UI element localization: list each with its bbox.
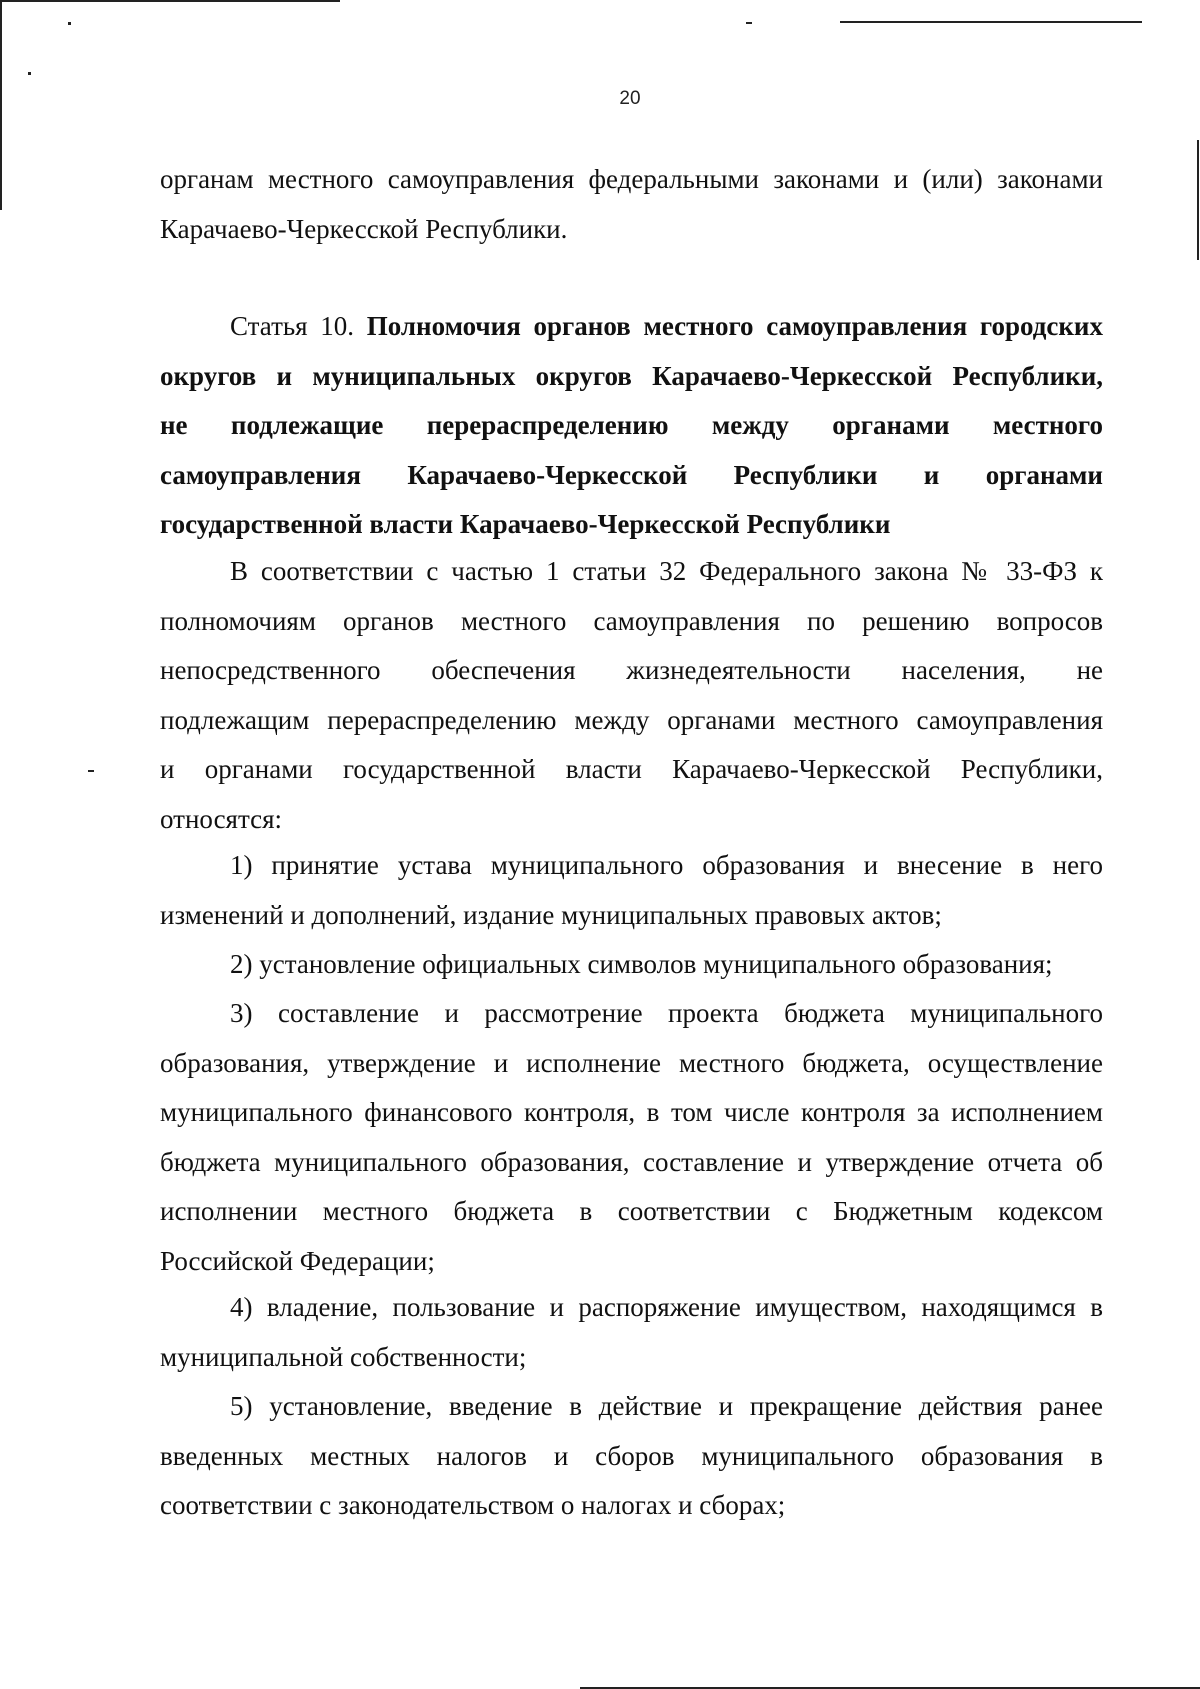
text-line: муниципальной собственности;	[160, 1341, 527, 1372]
text-line: и органами государственной власти Карачаево-Черкесской Республики,	[160, 754, 1103, 784]
text-line: изменений и дополнений, издание муниципальных правовых актов;	[160, 899, 942, 930]
text-line: соответствии с законодательством о налогах и сборах;	[160, 1490, 786, 1520]
text-line: органам местного самоуправления федеральными законами и (или) законами	[160, 164, 1103, 194]
text-line: В соответствии с частью 1 статьи 32 Федерального закона № 33-ФЗ к	[230, 556, 1103, 586]
text-line: 3) составление и рассмотрение проекта бюджета муниципального	[230, 998, 1103, 1028]
scan-dot	[88, 770, 94, 772]
text-line: Карачаево-Черкесской Республики.	[160, 213, 568, 244]
list-item	[160, 1382, 1103, 1531]
text-line: 1) принятие устава муниципального образования и внесение в него	[230, 850, 1103, 880]
article-prefix: Статья 10.	[230, 311, 367, 341]
page-number: 20	[619, 88, 641, 109]
scan-edge-top-left	[0, 0, 340, 2]
text-line: Российской Федерации;	[160, 1245, 435, 1276]
scan-edge-top-right	[840, 21, 1142, 23]
text-line: полномочиям органов местного самоуправления по решению вопросов	[160, 605, 1103, 636]
list-item	[160, 989, 1103, 1286]
text-line: непосредственного обеспечения жизнедеятельности населения, не	[160, 655, 1103, 685]
scan-dot	[746, 22, 752, 24]
scan-dot	[68, 22, 71, 25]
continuation-paragraph	[160, 155, 1103, 254]
text-line: образования, утверждение и исполнение местного бюджета, осуществление	[160, 1047, 1103, 1078]
text-line: 2) установление официальных символов муниципального образования;	[230, 949, 1053, 979]
list-item	[160, 1283, 1103, 1382]
article-title-line: не подлежащие перераспределению между органами местного	[160, 410, 1103, 440]
scan-dot	[28, 72, 31, 75]
scan-edge-right	[1197, 140, 1199, 260]
text-line: относятся:	[160, 803, 283, 834]
text-line: подлежащим перераспределению между органами местного самоуправления	[160, 704, 1103, 735]
intro-paragraph	[160, 547, 1103, 844]
list-item	[160, 940, 1103, 990]
article-heading	[160, 302, 1103, 550]
text-line: бюджета муниципального образования, составление и утверждение отчета об	[160, 1146, 1103, 1177]
text-line: муниципального финансового контроля, в том числе контроля за исполнением	[160, 1097, 1103, 1127]
text-line: исполнении местного бюджета в соответствии с Бюджетным кодексом	[160, 1196, 1103, 1226]
article-title-line: самоуправления Карачаево-Черкесской Республики и органами	[160, 459, 1103, 490]
article-heading-line	[160, 302, 1103, 352]
article-title-part: Полномочия органов местного самоуправления городских	[366, 311, 1103, 341]
text-line: 5) установление, введение в действие и прекращение действия ранее	[230, 1391, 1103, 1421]
text-line: введенных местных налогов и сборов муниципального образования в	[160, 1440, 1103, 1471]
article-title-line: государственной власти Карачаево-Черкесской Республики	[160, 509, 891, 539]
text-line: 4) владение, пользование и распоряжение имуществом, находящимся в	[230, 1292, 1103, 1322]
article-title-line: округов и муниципальных округов Карачаево-Черкесской Республики,	[160, 360, 1103, 391]
list-item	[160, 841, 1103, 940]
